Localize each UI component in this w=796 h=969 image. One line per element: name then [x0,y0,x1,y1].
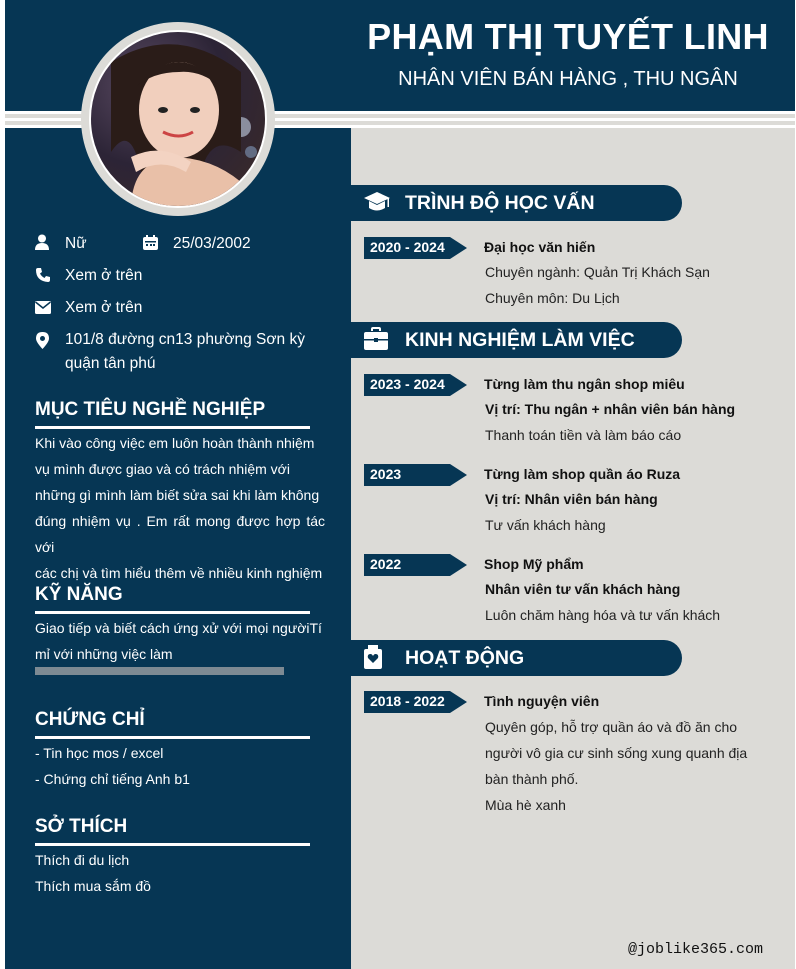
school-name: Đại học văn hiến [484,239,596,255]
divider [35,843,310,846]
user-icon [35,234,49,250]
email-value: Xem ở trên [65,299,143,316]
candidate-role: NHÂN VIÊN BÁN HÀNG , THU NGÂN [398,68,738,90]
skills-text: Giao tiếp và biết cách ứng xử với mọi ngườiTí mỉ với những việc làm [35,620,322,662]
job-description: Tư vấn khách hàng [485,517,606,533]
watermark: @joblike365.com [628,941,764,958]
education-detail: Chuyên môn: Du Lịch [485,290,620,306]
location-pin-icon [36,332,49,349]
period-tag: 2020 - 2024 [364,237,464,259]
company-name: Từng làm shop quần áo Ruza [484,466,681,482]
company-name: Shop Mỹ phẩm [484,556,584,572]
job-position: Vị trí: Thu ngân + nhân viên bán hàng [485,401,736,417]
job-position: Nhân viên tư vấn khách hàng [485,581,681,597]
address-line: quận tân phú [65,355,156,372]
phone-value: Xem ở trên [65,267,143,284]
avatar [89,30,267,208]
list-item: - Chứng chỉ tiếng Anh b1 [35,771,190,787]
skill-level-bar [35,667,284,675]
divider [35,426,310,429]
mail-icon [35,301,51,314]
birthday-value: 25/03/2002 [173,235,251,252]
hobbies-heading: SỞ THÍCH [35,816,128,837]
certificates-heading: CHỨNG CHỈ [35,709,145,730]
activities-heading: HOẠT ĐỘNG [405,647,525,669]
job-description: Luôn chăm hàng hóa và tư vấn khách [485,607,721,623]
period-tag: 2023 - 2024 [364,374,464,396]
company-name: Từng làm thu ngân shop miêu [484,376,685,392]
briefcase-icon [363,327,389,351]
period-tag: 2018 - 2022 [364,691,464,713]
candidate-name: PHẠM THỊ TUYẾT LINH [367,16,769,57]
address-line: 101/8 đường cn13 phường Sơn kỳ [65,331,305,348]
list-item: Thích đi du lịch [35,852,130,868]
certificates-list [35,740,325,792]
divider [35,611,310,614]
graduation-cap-icon [363,191,391,215]
period-tag: 2023 [364,464,464,486]
period-tag: 2022 [364,554,464,576]
skills-heading: KỸ NĂNG [35,584,123,605]
activity-description: Quyên góp, hỗ trợ quần áo và đồ ăn cho người vô gia cư sinh sống xung quanh địa bàn thành phố. Mùa hè xanh [485,719,748,813]
objective-heading: MỤC TIÊU NGHỀ NGHIỆP [35,399,266,420]
list-item: Thích mua sắm đồ [35,878,151,894]
experience-heading: KINH NGHIỆM LÀM VIỆC [405,329,635,351]
divider [35,736,310,739]
education-heading: TRÌNH ĐỘ HỌC VẤN [405,192,595,214]
job-position: Vị trí: Nhân viên bán hàng [485,491,658,507]
activity-name: Tình nguyện viên [484,693,600,709]
list-item: - Tin học mos / excel [35,745,164,761]
job-description: Thanh toán tiền và làm báo cáo [485,427,682,443]
objective-text: Khi vào công việc em luôn hoàn thành nhiệm vụ mình được giao và có trách nhiệm với những gì mình làm biết sửa sai khi làm không đúng nhiệm vụ . Em rất mong được hợp tác với các chị và tìm hiểu thêm về nhiều kinh nghiệm [35,435,325,581]
education-detail: Chuyên ngành: Quản Trị Khách Sạn [485,264,710,280]
skill-level-track [35,667,284,675]
badge-icon [363,645,383,669]
phone-icon [35,267,51,283]
gender-value: Nữ [65,235,87,252]
calendar-icon [143,235,158,250]
hobbies-list [35,847,325,899]
